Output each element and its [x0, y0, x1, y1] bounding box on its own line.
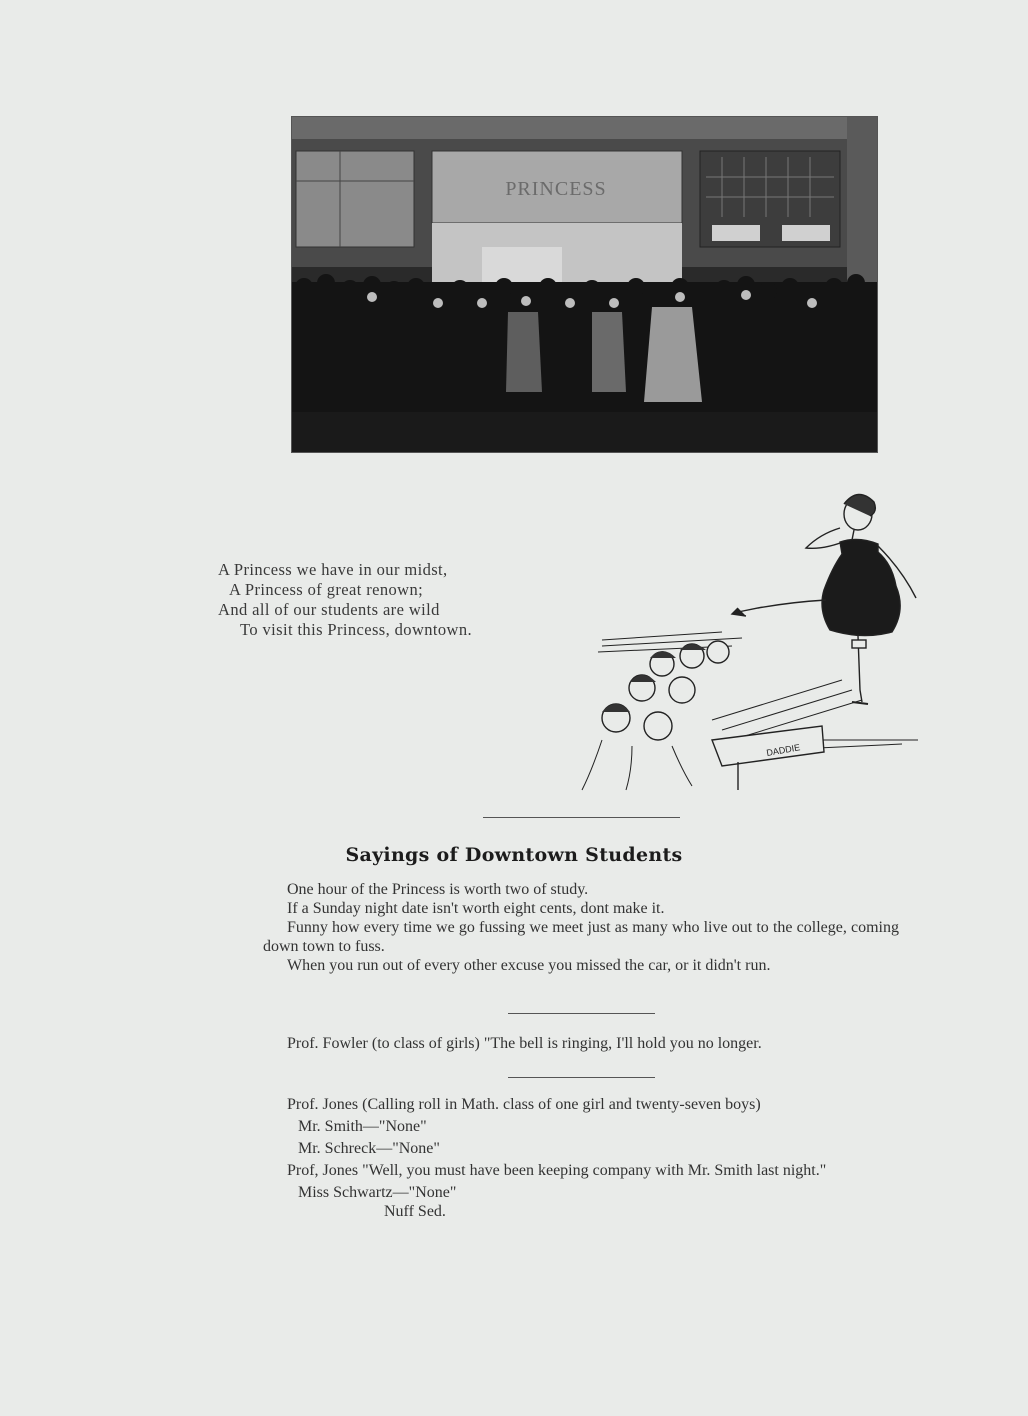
saying-3: Funny how every time we go fussing we meet just as many who live out to the college, coming down town to fuss. — [263, 919, 899, 955]
saying-4: When you run out of every other excuse you missed the car, or it didn't run. — [287, 957, 771, 974]
fowler-text: Prof. Fowler (to class of girls) "The bell is ringing, I'll hold you no longer. — [287, 1035, 762, 1052]
divider-rule — [508, 1077, 655, 1078]
poem-line-3: And all of our students are wild — [218, 600, 440, 619]
nuff-sed: Nuff Sed. — [384, 1203, 446, 1220]
saying-1: One hour of the Princess is worth two of study. — [287, 881, 589, 898]
section-title: Sayings of Downtown Students — [345, 844, 683, 866]
princess-theater-photo — [291, 116, 878, 453]
jones-line-schwartz: Miss Schwartz—"None" — [298, 1184, 457, 1201]
artist-signature: DADDIE — [765, 742, 801, 758]
jones-line-schreck: Mr. Schreck—"None" — [298, 1140, 440, 1157]
divider-rule — [483, 817, 680, 818]
poem-line-2: A Princess of great renown; — [229, 580, 424, 599]
poem-line-1: A Princess we have in our midst, — [218, 560, 448, 579]
sayings-block — [263, 880, 899, 975]
dancer-sketch — [562, 490, 918, 800]
poem-line-4: To visit this Princess, downtown. — [240, 620, 473, 639]
jones-anecdote — [263, 1095, 899, 1221]
fowler-quote — [263, 1034, 899, 1053]
jones-intro: Prof. Jones (Calling roll in Math. class of one girl and twenty-seven boys) — [287, 1096, 761, 1113]
saying-2: If a Sunday night date isn't worth eight cents, dont make it. — [287, 900, 665, 917]
princess-poem — [218, 560, 472, 640]
jones-line-smith: Mr. Smith—"None" — [298, 1118, 427, 1135]
divider-rule — [508, 1013, 655, 1014]
jones-reply: Prof, Jones "Well, you must have been keeping company with Mr. Smith last night." — [287, 1162, 827, 1179]
princess-sign: PRINCESS — [505, 178, 607, 200]
